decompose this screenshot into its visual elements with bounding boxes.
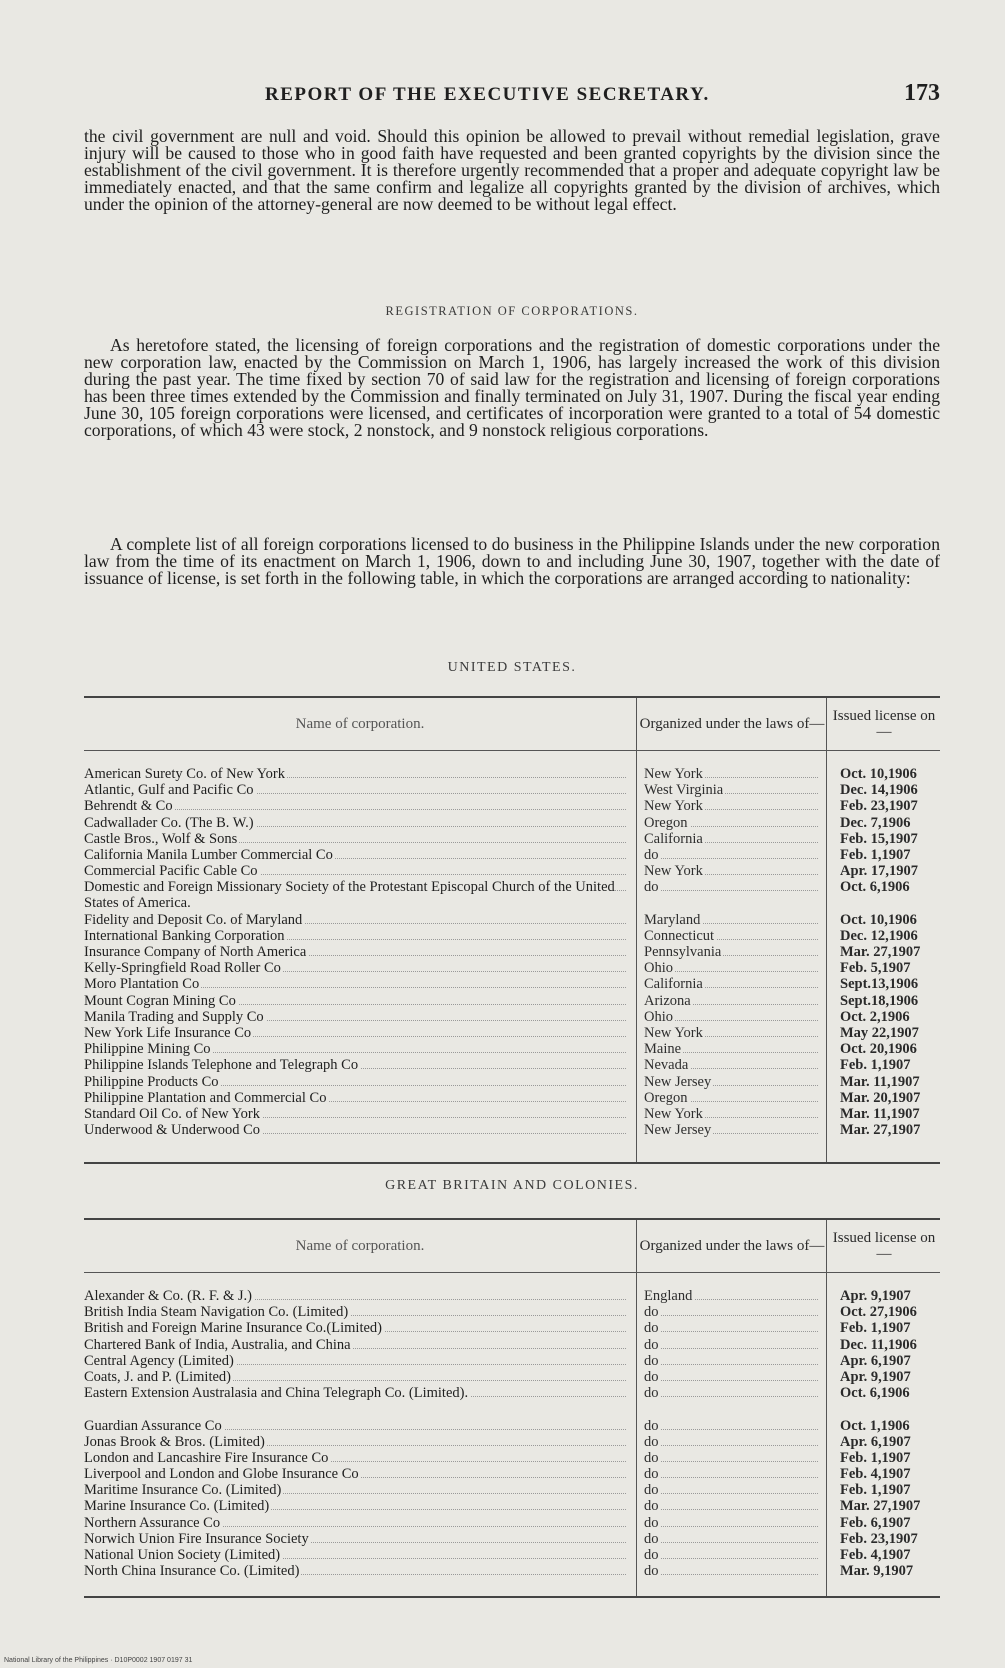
- running-title: REPORT OF THE EXECUTIVE SECRETARY.: [265, 84, 710, 105]
- column-header-issued: Issued license on—: [826, 1220, 941, 1272]
- table-row: [84, 1482, 940, 1498]
- table-row: [84, 1418, 940, 1434]
- cell-organized-under: West Virginia: [644, 782, 824, 798]
- cell-organized-under: Ohio: [644, 1009, 824, 1025]
- cell-issued-date: Mar. 11,1907: [840, 1105, 920, 1122]
- cell-corporation-name: London and Lancashire Fire Insurance Co: [84, 1450, 632, 1466]
- cell-issued-date: Feb. 5,1907: [840, 960, 911, 977]
- table-row: [84, 944, 940, 960]
- table-row: [84, 1450, 940, 1466]
- cell-organized-under: do: [644, 1385, 824, 1401]
- table-row: [84, 1547, 940, 1563]
- table-row: [84, 1288, 940, 1304]
- cell-organized-under: California: [644, 831, 824, 847]
- cell-organized-under: do: [644, 1353, 824, 1369]
- cell-issued-date: Apr. 9,1907: [840, 1368, 911, 1385]
- cell-corporation-name: Northern Assurance Co: [84, 1515, 632, 1531]
- cell-organized-under: Oregon: [644, 1090, 824, 1106]
- page-header: [80, 80, 940, 112]
- cell-corporation-name: Manila Trading and Supply Co: [84, 1009, 632, 1025]
- table-row: [84, 1498, 940, 1514]
- table-row: [84, 1304, 940, 1320]
- cell-corporation-name: North China Insurance Co. (Limited): [84, 1563, 632, 1579]
- cell-issued-date: Mar. 27,1907: [840, 1122, 921, 1139]
- table-row: [84, 766, 940, 782]
- cell-organized-under: do: [644, 1515, 824, 1531]
- cell-corporation-name: Behrendt & Co: [84, 798, 632, 814]
- cell-organized-under: do: [644, 1337, 824, 1353]
- cell-issued-date: Feb. 4,1907: [840, 1547, 911, 1564]
- cell-corporation-name: New York Life Insurance Co: [84, 1025, 632, 1041]
- cell-corporation-name: Standard Oil Co. of New York: [84, 1106, 632, 1122]
- cell-corporation-name: Chartered Bank of India, Australia, and China: [84, 1337, 632, 1353]
- table-row: [84, 928, 940, 944]
- cell-organized-under: do: [644, 1320, 824, 1336]
- cell-organized-under: Arizona: [644, 993, 824, 1009]
- cell-organized-under: do: [644, 1434, 824, 1450]
- cell-issued-date: Dec. 14,1906: [840, 782, 918, 799]
- table-row: [84, 1009, 940, 1025]
- table-body: [84, 766, 940, 1138]
- cell-issued-date: Apr. 17,1907: [840, 863, 919, 880]
- cell-organized-under: Connecticut: [644, 928, 824, 944]
- paragraph-registration: As heretofore stated, the licensing of foreign corporations and the registration of domestic corporations under the new corporation law, enacted by the Commission on March 1, 1906, has largely increased the work of this division during the past year. The time fixed by section 70 of said law for the registration and licensing of foreign corporations has been three times extended by the Commission and finally terminated on July 31, 1907. During the fiscal year ending June 30, 105 foreign corporations were licensed, and certificates of incorporation were granted to a total of 54 domestic corporations, of which 43 were stock, 2 nonstock, and 9 nonstock religious corporations.: [84, 335, 940, 440]
- table-row: [84, 1353, 940, 1369]
- cell-corporation-name: Central Agency (Limited): [84, 1353, 632, 1369]
- cell-organized-under: New York: [644, 1106, 824, 1122]
- cell-organized-under: New Jersey: [644, 1122, 824, 1138]
- cell-issued-date: Mar. 20,1907: [840, 1089, 921, 1106]
- cell-organized-under: do: [644, 1498, 824, 1514]
- cell-organized-under: Pennsylvania: [644, 944, 824, 960]
- cell-issued-date: Sept.18,1906: [840, 992, 919, 1009]
- cell-issued-date: Oct. 1,1906: [840, 1417, 910, 1434]
- table-row: [84, 1025, 940, 1041]
- cell-organized-under: do: [644, 1304, 824, 1320]
- cell-issued-date: Feb. 23,1907: [840, 1530, 918, 1547]
- cell-corporation-name: British India Steam Navigation Co. (Limited): [84, 1304, 632, 1320]
- table-row: [84, 863, 940, 879]
- table-row: [84, 960, 940, 976]
- cell-corporation-name: Jonas Brook & Bros. (Limited): [84, 1434, 632, 1450]
- cell-organized-under: Nevada: [644, 1057, 824, 1073]
- table-united-states: [84, 696, 940, 1164]
- cell-issued-date: Feb. 6,1907: [840, 1514, 911, 1531]
- cell-organized-under: New York: [644, 798, 824, 814]
- cell-corporation-name: Philippine Products Co: [84, 1074, 632, 1090]
- cell-organized-under: Oregon: [644, 815, 824, 831]
- cell-organized-under: do: [644, 847, 824, 863]
- cell-organized-under: do: [644, 1450, 824, 1466]
- table-row: [84, 912, 940, 928]
- cell-corporation-name: Alexander & Co. (R. F. & J.): [84, 1288, 632, 1304]
- page-number: 173: [904, 80, 940, 106]
- table-row: [84, 847, 940, 863]
- table-row: [84, 798, 940, 814]
- table-heading-united-states: UNITED STATES.: [447, 660, 577, 675]
- table-row: [84, 831, 940, 847]
- cell-issued-date: Apr. 6,1907: [840, 1433, 911, 1450]
- table-row: [84, 1434, 940, 1450]
- cell-organized-under: do: [644, 1563, 824, 1579]
- cell-organized-under: California: [644, 976, 824, 992]
- cell-issued-date: Mar. 11,1907: [840, 1073, 920, 1090]
- cell-corporation-name: Liverpool and London and Globe Insurance Co: [84, 1466, 632, 1482]
- cell-corporation-name: Cadwallader Co. (The B. W.): [84, 815, 632, 831]
- cell-issued-date: Feb. 1,1907: [840, 1320, 911, 1337]
- table-row: [84, 1320, 940, 1336]
- cell-issued-date: Feb. 1,1907: [840, 1449, 911, 1466]
- table-row: [84, 1466, 940, 1482]
- table-row: [84, 993, 940, 1009]
- table-row: [84, 1090, 940, 1106]
- cell-issued-date: Dec. 7,1906: [840, 814, 911, 831]
- cell-corporation-name: Maritime Insurance Co. (Limited): [84, 1482, 632, 1498]
- cell-corporation-name: Eastern Extension Australasia and China Telegraph Co. (Limited).: [84, 1385, 632, 1401]
- cell-issued-date: Feb. 1,1907: [840, 1482, 911, 1499]
- table-great-britain: [84, 1218, 940, 1598]
- table-row: [84, 1337, 940, 1353]
- cell-organized-under: do: [644, 1547, 824, 1563]
- table-row: [84, 1369, 940, 1385]
- table-row: [84, 1385, 940, 1417]
- cell-issued-date: Feb. 23,1907: [840, 798, 918, 815]
- cell-corporation-name: Philippine Plantation and Commercial Co: [84, 1090, 632, 1106]
- cell-corporation-name: Norwich Union Fire Insurance Society: [84, 1531, 632, 1547]
- cell-corporation-name: Marine Insurance Co. (Limited): [84, 1498, 632, 1514]
- cell-corporation-name: National Union Society (Limited): [84, 1547, 632, 1563]
- cell-organized-under: Maryland: [644, 912, 824, 928]
- cell-corporation-name: Coats, J. and P. (Limited): [84, 1369, 632, 1385]
- cell-issued-date: Oct. 20,1906: [840, 1041, 917, 1058]
- table-row: [84, 879, 940, 911]
- cell-corporation-name: Kelly-Springfield Road Roller Co: [84, 960, 632, 976]
- cell-organized-under: do: [644, 1482, 824, 1498]
- table-row: [84, 1106, 940, 1122]
- cell-organized-under: Ohio: [644, 960, 824, 976]
- cell-corporation-name: American Surety Co. of New York: [84, 766, 632, 782]
- cell-issued-date: Oct. 27,1906: [840, 1304, 917, 1321]
- table-header: [84, 1220, 940, 1273]
- table-row: [84, 1122, 940, 1138]
- table-body: [84, 1288, 940, 1579]
- cell-issued-date: Oct. 10,1906: [840, 911, 917, 928]
- cell-corporation-name: Philippine Mining Co: [84, 1041, 632, 1057]
- cell-organized-under: England: [644, 1288, 824, 1304]
- cell-issued-date: Oct. 6,1906: [840, 879, 910, 896]
- table-row: [84, 1563, 940, 1579]
- column-header-laws: Organized under the laws of—: [636, 1220, 827, 1272]
- table-header: [84, 698, 940, 751]
- cell-corporation-name: Commercial Pacific Cable Co: [84, 863, 632, 879]
- paragraph-complete-list: A complete list of all foreign corporations licensed to do business in the Philippine Islands under the new corporation law from the time of its enactment on March 1, 1906, down to and including June 30, 1907, together with the date of issuance of license, is set forth in the following table, in which the corporations are arranged according to nationality:: [84, 534, 940, 588]
- cell-organized-under: Maine: [644, 1041, 824, 1057]
- cell-corporation-name: Domestic and Foreign Missionary Society of the Protestant Episcopal Church of the United States of America.: [84, 879, 632, 911]
- table-row: [84, 815, 940, 831]
- cell-issued-date: Dec. 12,1906: [840, 927, 918, 944]
- cell-organized-under: New Jersey: [644, 1074, 824, 1090]
- cell-corporation-name: California Manila Lumber Commercial Co: [84, 847, 632, 863]
- cell-corporation-name: Fidelity and Deposit Co. of Maryland: [84, 912, 632, 928]
- cell-issued-date: Mar. 27,1907: [840, 944, 921, 961]
- cell-organized-under: New York: [644, 766, 824, 782]
- cell-organized-under: do: [644, 879, 824, 895]
- cell-corporation-name: Castle Bros., Wolf & Sons: [84, 831, 632, 847]
- cell-issued-date: Feb. 1,1907: [840, 1057, 911, 1074]
- cell-issued-date: Mar. 9,1907: [840, 1563, 914, 1580]
- table-row: [84, 1074, 940, 1090]
- cell-organized-under: New York: [644, 863, 824, 879]
- paragraph-copyright: the civil government are null and void. Should this opinion be allowed to prevail without remedial legislation, grave injury will be caused to those who in good faith have requested and been granted copyrights by the division since the establishment of the civil government. It is therefore urgently recommended that a proper and adequate copyright law be immediately enacted, and that the same confirm and legalize all copyrights granted by the division of archives, which under the opinion of the attorney-general are now deemed to be without legal effect.: [84, 126, 940, 214]
- section-heading-registration: REGISTRATION OF CORPORATIONS.: [385, 304, 639, 318]
- cell-corporation-name: Atlantic, Gulf and Pacific Co: [84, 782, 632, 798]
- column-header-laws: Organized under the laws of—: [636, 698, 827, 750]
- cell-issued-date: Feb. 15,1907: [840, 830, 918, 847]
- cell-corporation-name: Philippine Islands Telephone and Telegraph Co: [84, 1057, 632, 1073]
- cell-organized-under: do: [644, 1466, 824, 1482]
- table-row: [84, 976, 940, 992]
- column-header-name: Name of corporation.: [295, 1238, 425, 1254]
- cell-organized-under: do: [644, 1531, 824, 1547]
- cell-issued-date: Sept.13,1906: [840, 976, 919, 993]
- cell-corporation-name: British and Foreign Marine Insurance Co.(Limited): [84, 1320, 632, 1336]
- cell-issued-date: Oct. 6,1906: [840, 1385, 910, 1402]
- cell-corporation-name: Mount Cogran Mining Co: [84, 993, 632, 1009]
- cell-corporation-name: Moro Plantation Co: [84, 976, 632, 992]
- cell-issued-date: May 22,1907: [840, 1025, 919, 1042]
- cell-organized-under: do: [644, 1418, 824, 1434]
- cell-corporation-name: Underwood & Underwood Co: [84, 1122, 632, 1138]
- cell-issued-date: Mar. 27,1907: [840, 1498, 921, 1515]
- scan-footer: National Library of the Philippines · D10P0002 1907 0197 31: [4, 1657, 193, 1664]
- cell-issued-date: Feb. 4,1907: [840, 1466, 911, 1483]
- cell-organized-under: New York: [644, 1025, 824, 1041]
- table-heading-great-britain: GREAT BRITAIN AND COLONIES.: [385, 1178, 639, 1193]
- table-row: [84, 1041, 940, 1057]
- cell-issued-date: Oct. 2,1906: [840, 1008, 910, 1025]
- cell-issued-date: Feb. 1,1907: [840, 846, 911, 863]
- cell-corporation-name: Guardian Assurance Co: [84, 1418, 632, 1434]
- cell-corporation-name: Insurance Company of North America: [84, 944, 632, 960]
- cell-issued-date: Apr. 9,1907: [840, 1288, 911, 1304]
- cell-issued-date: Oct. 10,1906: [840, 766, 917, 782]
- table-row: [84, 1515, 940, 1531]
- table-row: [84, 1057, 940, 1073]
- cell-issued-date: Apr. 6,1907: [840, 1352, 911, 1369]
- cell-organized-under: do: [644, 1369, 824, 1385]
- cell-issued-date: Dec. 11,1906: [840, 1336, 917, 1353]
- column-header-name: Name of corporation.: [295, 716, 425, 732]
- cell-corporation-name: International Banking Corporation: [84, 928, 632, 944]
- table-row: [84, 782, 940, 798]
- table-row: [84, 1531, 940, 1547]
- column-header-issued: Issued license on—: [826, 698, 941, 750]
